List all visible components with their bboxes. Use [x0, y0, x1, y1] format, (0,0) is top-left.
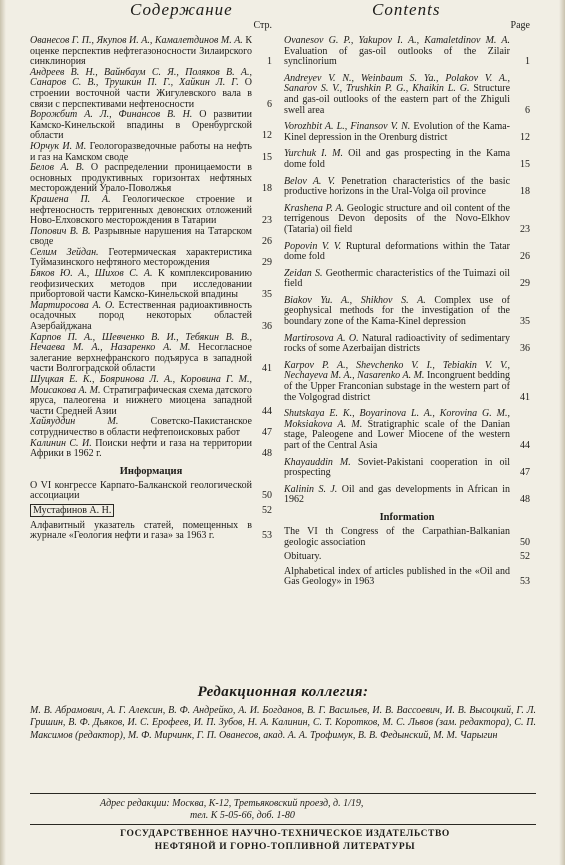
entry-page-number: 48	[520, 494, 530, 506]
entry-authors: Ованесов Г. П., Якупов И. А., Камалетдинов М. А.	[30, 35, 243, 46]
entry-authors: Бяков Ю. А., Шихов С. А.	[30, 268, 153, 280]
entry-title: Геотермическая характеристика Туймазинского нефтяного месторождения	[30, 246, 252, 269]
entry-authors: Юрчук И. М.	[30, 140, 87, 152]
english-column-header	[284, 0, 530, 36]
toc-entry	[284, 74, 530, 116]
toc-entry	[30, 227, 272, 248]
entry-authors: Ворожбит А. Л., Финансов В. Н.	[30, 109, 193, 121]
info-entry	[30, 521, 272, 542]
toc-entry	[30, 36, 272, 68]
entry-page-number: 52	[520, 551, 530, 563]
toc-entry	[30, 68, 272, 110]
entry-page-number: 1	[525, 56, 530, 68]
address-line-1	[100, 798, 500, 810]
russian-info-list	[30, 481, 272, 542]
divider-rule-bottom	[30, 824, 536, 825]
info-title: Алфавитный указатель статей, помещенных в журнале «Геология нефти и газа» за 1963 г.	[30, 519, 252, 542]
entry-title: Structure and gas-oil outlooks of the eastern part of the Zhiguli swell area	[284, 83, 511, 116]
entry-page-number: 15	[520, 158, 530, 170]
entry-authors: Хайяуддин М.	[30, 416, 119, 428]
editorial-address	[100, 798, 500, 822]
english-page-label: Page	[510, 20, 530, 31]
entry-authors: Крашена П. А.	[30, 193, 111, 205]
right-page-edge	[559, 0, 565, 865]
entry-page-number: 29	[520, 278, 530, 290]
entry-title: Natural radioactivity of sedimentary rocks of some Azerbaijan districts	[284, 332, 510, 355]
toc-entry	[30, 195, 272, 227]
toc-entry	[30, 163, 272, 195]
entry-authors: Калинин С. И.	[30, 437, 92, 449]
entry-title: Советско-Пакистанское сотрудничество в области нефтепоисковых работ	[30, 416, 252, 438]
entry-title: Geothermic characteristics of the Tuimazi oil field	[284, 267, 511, 290]
address-street: Москва, К-12, Третьяковский проезд, д. 1/19,	[172, 798, 364, 809]
editorial-board-title: Редакционная коллегия:	[197, 684, 369, 700]
address-line-2: тел. К 5-05-66, доб. 1-80	[190, 810, 295, 821]
entry-page-number: 6	[267, 98, 272, 110]
entry-page-number: 18	[262, 183, 272, 195]
entry-page-number: 35	[262, 289, 272, 301]
entry-title: Penetration characteristics of the basic productive horizons in the Ural-Volga oil province	[284, 175, 511, 198]
toc-entry	[30, 301, 272, 333]
russian-column-header	[30, 0, 272, 36]
entry-authors: Andreyev V. N., Weinbaum S. Ya., Polakov V. A., Sanarov S. V., Trushkin P. G., Khaikin L. G.	[284, 72, 510, 95]
english-contents-title: Contents	[372, 0, 441, 19]
toc-entry	[30, 142, 272, 163]
entry-title: О строении восточной части Жигулевского вала в связи с перспективами нефтеносности	[30, 77, 252, 110]
entry-authors: Popovin V. V.	[284, 240, 342, 252]
english-entry-list	[284, 36, 530, 506]
entry-title: Стратиграфическая схема датского яруса, палеогена и нижнего миоцена западной части Средней Азии	[30, 384, 252, 417]
english-contents-column	[284, 0, 530, 592]
entry-title: Evaluation of gas-oil outlooks of the Zilair synclinorium	[284, 45, 510, 68]
address-label: Адрес редакции:	[100, 798, 170, 809]
divider-rule-top	[30, 793, 536, 794]
toc-entry	[30, 375, 272, 417]
entry-authors: Shutskaya E. K., Boyarinova L. A., Korovina G. M., Moksiakova A. M.	[284, 408, 510, 430]
toc-entry	[284, 149, 530, 170]
toc-entry	[284, 36, 530, 68]
entry-page-number: 15	[262, 151, 272, 163]
russian-page-label: Стр.	[253, 20, 272, 31]
entry-title: Геологическое строение и нефтеносность терригенных девонских отложений Ново-Елховского месторождения в Татарии	[30, 193, 253, 227]
info-title: О VI конгрессе Карпато-Балканской геологической ассоциации	[30, 479, 252, 502]
toc-entry	[284, 485, 530, 506]
entry-page-number: 50	[262, 490, 272, 502]
entry-page-number: 53	[262, 530, 272, 542]
entry-page-number: 52	[262, 504, 272, 516]
toc-entry	[30, 248, 272, 269]
toc-entry	[30, 439, 272, 460]
publisher-line-2: НЕФТЯНОЙ И ГОРНО-ТОПЛИВНОЙ ЛИТЕРАТУРЫ	[154, 842, 416, 852]
entry-page-number: 36	[520, 343, 530, 355]
toc-entry	[284, 177, 530, 198]
entry-authors: Селим Зейдан.	[30, 246, 99, 258]
entry-page-number: 12	[520, 131, 530, 143]
toc-entry	[284, 296, 530, 328]
entry-page-number: 41	[520, 391, 530, 403]
publisher-line-1: ГОСУДАРСТВЕННОЕ НАУЧНО-ТЕХНИЧЕСКОЕ ИЗДАТЕЛЬСТВО	[120, 829, 450, 839]
entry-authors: Krashena P. A.	[284, 202, 345, 214]
entry-authors: Карпов П. А., Шевченко В. И., Тебякин В. В., Нечаева М. А., Назаренко А. М.	[30, 331, 252, 354]
entry-page-number: 48	[262, 448, 272, 460]
entry-page-number: 47	[262, 426, 272, 438]
entry-authors: Karpov P. A., Shevchenko V. I., Tebiakin V. V., Nechayeva M. A., Nasarenko A. M.	[284, 359, 510, 382]
entry-page-number: 1	[267, 56, 272, 68]
info-entry	[284, 567, 530, 588]
entry-authors: Martirosova A. O.	[284, 332, 359, 344]
toc-entry	[284, 204, 530, 236]
entry-title: К комплексированию геофизических методов при исследовании прибортовой части Камско-Кинельской впадины	[30, 268, 252, 301]
editorial-board-members: М. В. Абрамович, А. Г. Алексин, В. Ф. Андрейко, А. И. Богданов, В. Г. Васильев, И. В. Вассоевич, И. В. Высоцкий, Г. Л. Гришин, В. Ф. Дьяков, И. С. Ерофеев, И. П. Зубов, Н. А. Калинин, С. Т. Коротков, М. С. Львов (зам. редактора), С. П. Максимов (редактор), М. Ф. Мирчинк, Г. П. Ованесов, акад. А. А. Трофимук, В. В. Федынский, М. М. Чарыгин	[30, 705, 536, 741]
entry-title: Geologic structure and oil content of the terrigenous Devon deposits of the Novo-Elkhov (Tataria) oil field	[284, 202, 510, 235]
entry-title: Несогласное залегание верхнефранского подъяруса в западной части Волгоградской области	[30, 342, 252, 375]
entry-authors: Шуцкая Е. К., Бояринова Л. А., Коровина Г. М., Моисакова А. М.	[30, 374, 252, 396]
entry-title: Oil and gas prospecting in the Kama dome fold	[284, 148, 511, 170]
toc-entry	[284, 242, 530, 263]
english-info-list	[284, 527, 530, 588]
entry-page-number: 35	[520, 316, 530, 328]
info-title: Obituary.	[284, 551, 322, 563]
entry-page-number: 47	[520, 467, 530, 479]
entry-authors: Kalinin S. J.	[284, 483, 338, 495]
entry-title: О распределении проницаемости в основных продуктивных горизонтах нефтяных месторождений Урало-Поволжья	[30, 162, 252, 195]
entry-title: Evolution of the Kama-Kinel depression in the Orenburg district	[284, 121, 510, 143]
russian-entry-list	[30, 36, 272, 460]
entry-title: К оценке перспектив нефтегазоносности Зилаирского синклинория	[30, 35, 252, 68]
entry-title: Разрывные нарушения на Татарском своде	[30, 225, 252, 248]
russian-contents-title: Содержание	[130, 0, 233, 19]
toc-entry	[30, 110, 272, 142]
entry-authors: Андреев В. Н., Вайнбаум С. Я., Поляков В. А., Санаров С. В., Трушкин П. Г., Хайкин Л. Г.	[30, 66, 252, 89]
entry-authors: Белов А. В.	[30, 162, 85, 174]
obituary-name: Мустафинов А. Н.	[30, 504, 114, 517]
entry-page-number: 36	[262, 321, 272, 333]
entry-title: Естественная радиоактивность осадочных пород некоторых областей Азербайджана	[30, 299, 252, 333]
entry-page-number: 23	[520, 223, 530, 235]
entry-page-number: 29	[262, 257, 272, 269]
entry-title: Soviet-Pakistani cooperation in oil prospecting	[284, 456, 511, 479]
entry-page-number: 26	[262, 236, 272, 248]
entry-title: Поиски нефти и газа на территории Африки в 1962 г.	[30, 437, 252, 460]
toc-entry	[30, 417, 272, 438]
entry-authors: Мартиросова А. О.	[30, 299, 115, 311]
toc-entry	[284, 334, 530, 355]
entry-authors: Khayauddin M.	[284, 456, 351, 468]
entry-title: Геологоразведочные работы на нефть и газ на Камском своде	[30, 140, 252, 163]
entry-title: Stratigraphic scale of the Danian stage, Paleogene and Lower Miocene of the western part of the Central Asia	[284, 418, 511, 451]
russian-contents-column	[30, 0, 272, 546]
entry-page-number: 18	[520, 186, 530, 198]
toc-entry	[284, 122, 530, 143]
entry-title: Ruptural deformations within the Tatar dome fold	[284, 240, 511, 263]
toc-entry	[30, 269, 272, 301]
publisher-imprint	[60, 828, 510, 854]
editorial-board	[30, 684, 536, 742]
entry-page-number: 26	[520, 251, 530, 263]
info-title: Alphabetical index of articles published in the «Oil and Gas Geology» in 1963	[284, 565, 510, 588]
entry-title: Incongruent bedding of the Upper Franconian substage in the western part of the Volgograd district	[284, 370, 510, 403]
entry-authors: Yurchuk I. M.	[284, 148, 343, 160]
toc-entry	[284, 361, 530, 403]
toc-entry	[284, 269, 530, 290]
info-entry	[284, 552, 530, 563]
entry-page-number: 50	[520, 536, 530, 548]
entry-page-number: 12	[262, 130, 272, 142]
left-page-edge	[0, 0, 6, 865]
english-info-heading: Information	[379, 511, 435, 523]
entry-page-number: 44	[520, 440, 530, 451]
entry-title: Complex use of geophysical methods for the investigation of the boundary zone of the Kama-Kinel depression	[284, 294, 510, 328]
toc-entry	[284, 409, 530, 451]
entry-title: Oil and gas developments in African in 1962	[284, 483, 510, 506]
entry-page-number: 23	[262, 215, 272, 227]
info-entry	[30, 481, 272, 502]
entry-authors: Vorozhbit A. L., Finansov V. N.	[284, 121, 411, 133]
entry-page-number: 41	[262, 363, 272, 375]
toc-entry	[284, 458, 530, 479]
toc-entry	[30, 333, 272, 375]
entry-page-number: 53	[520, 576, 530, 588]
info-entry	[284, 527, 530, 548]
russian-info-heading: Информация	[119, 465, 183, 477]
info-entry	[30, 506, 272, 517]
entry-authors: Zeidan S.	[284, 267, 323, 279]
entry-title: О развитии Камско-Кинельской впадины в Оренбургской области	[30, 109, 252, 142]
entry-authors: Belov A. V.	[284, 175, 335, 187]
entry-page-number: 6	[525, 104, 530, 116]
entry-authors: Попович В. В.	[30, 225, 91, 237]
entry-authors: Biakov Yu. A., Shikhov S. A.	[284, 294, 426, 306]
info-title: The VI th Congress of the Carpathian-Balkanian geologic association	[284, 525, 510, 548]
entry-page-number: 44	[262, 405, 272, 417]
entry-authors: Ovanesov G. P., Yakupov I. A., Kamaletdinov M. A.	[284, 35, 510, 46]
